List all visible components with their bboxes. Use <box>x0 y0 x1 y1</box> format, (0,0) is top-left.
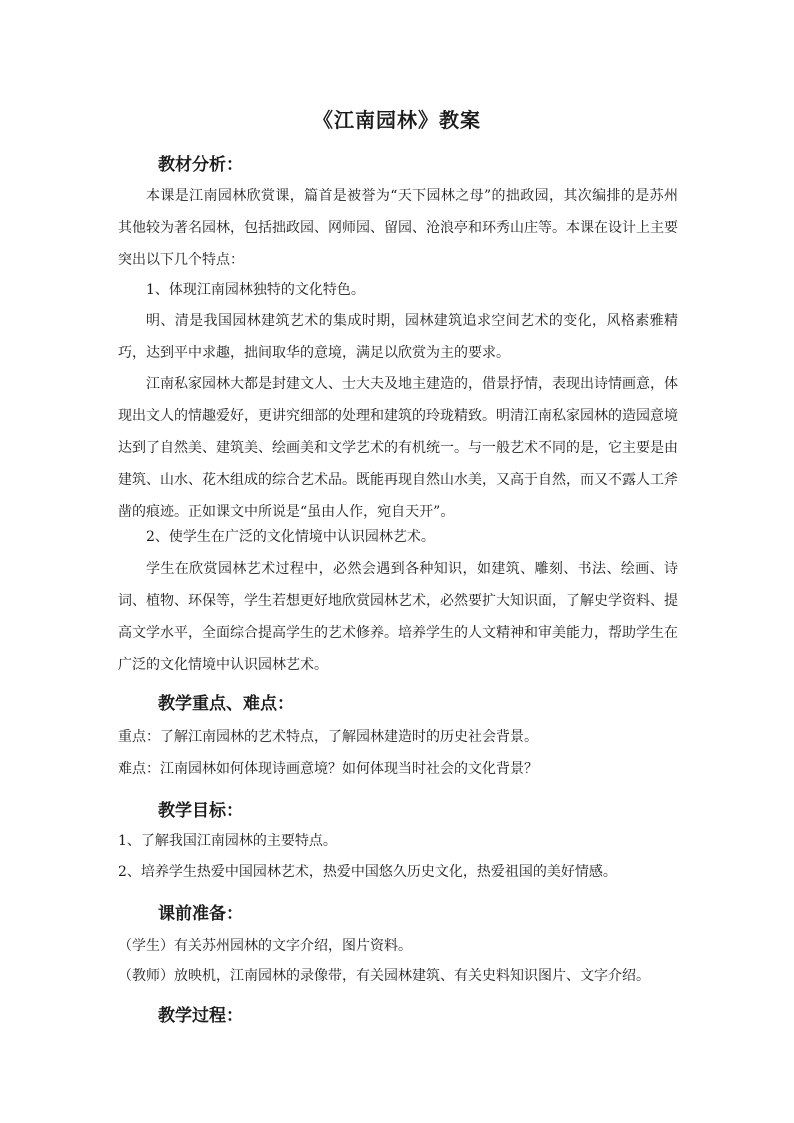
feature-point-2: 2、使学生在广泛的文化情境中认识园林艺术。 <box>146 529 435 545</box>
document-title: 《江南园林》教案 <box>313 108 481 132</box>
prep-teacher: （教师）放映机，江南园林的录像带，有关园林建筑、有关史料知识图片、文字介绍。 <box>118 968 650 984</box>
feature-point-1: 1、体现江南园林独特的文化特色。 <box>146 282 365 298</box>
prep-student: （学生）有关苏州园林的文字介绍，图片资料。 <box>118 938 412 954</box>
difficult-point: 难点：江南园林如何体现诗画意境？如何体现当时社会的文化背景？ <box>118 761 538 777</box>
heading-analysis: 教材分析： <box>158 155 243 175</box>
heading-key-points: 教学重点、难点： <box>158 694 294 714</box>
paragraph-culture: 学生在欣赏园林艺术过程中，必然会遇到各种知识，如建筑、雕刻、书法、绘画、诗词、植物、环保等，学生若想更好地欣赏园林艺术，必然要扩大知识面，了解史学资料、提高文学水平，全面综合提高学生的艺术修养。培养学生的人文精神和审美能力，帮助学生在广泛的文化情境中认识园林艺术。 <box>118 561 678 673</box>
heading-goals: 教学目标： <box>158 801 243 821</box>
goal-2: 2、培养学生热爱中国园林艺术，热爱中国悠久历史文化，热爱祖国的美好情感。 <box>118 864 617 880</box>
heading-process: 教学过程： <box>158 1006 243 1026</box>
goal-1: 1、了解我国江南园林的主要特点。 <box>118 833 337 849</box>
key-point: 重点：了解江南园林的艺术特点，了解园林建造时的历史社会背景。 <box>118 729 538 745</box>
paragraph-intro: 本课是江南园林欣赏课，篇首是被誉为“天下园林之母”的拙政园，其次编排的是苏州其他较为著名园林，包括拙政园、网师园、留园、沧浪亭和环秀山庄等。本课在设计上主要突出以下几个特点： <box>118 188 678 268</box>
heading-prep: 课前准备： <box>158 904 243 924</box>
paragraph-ming-qing: 明、清是我国园林建筑艺术的集成时期，园林建筑追求空间艺术的变化，风格素雅精巧，达到平中求趣，拙间取华的意境，满足以欣赏为主的要求。 <box>118 313 678 361</box>
paragraph-private-gardens: 江南私家园林大都是封建文人、士大夫及地主建造的，借景抒情，表现出诗情画意，体现出文人的情趣爱好，更讲究细部的处理和建筑的玲珑精致。明清江南私家园林的造园意境达到了自然美、建筑美、绘画美和文学艺术的有机统一。与一般艺术不同的是，它主要是由建筑、山水、花木组成的综合艺术品。既能再现自然山水美，又高于自然，而又不露人工斧凿的痕迹。正如课文中所说是“虽由人作，宛自天开”。 <box>118 376 678 520</box>
